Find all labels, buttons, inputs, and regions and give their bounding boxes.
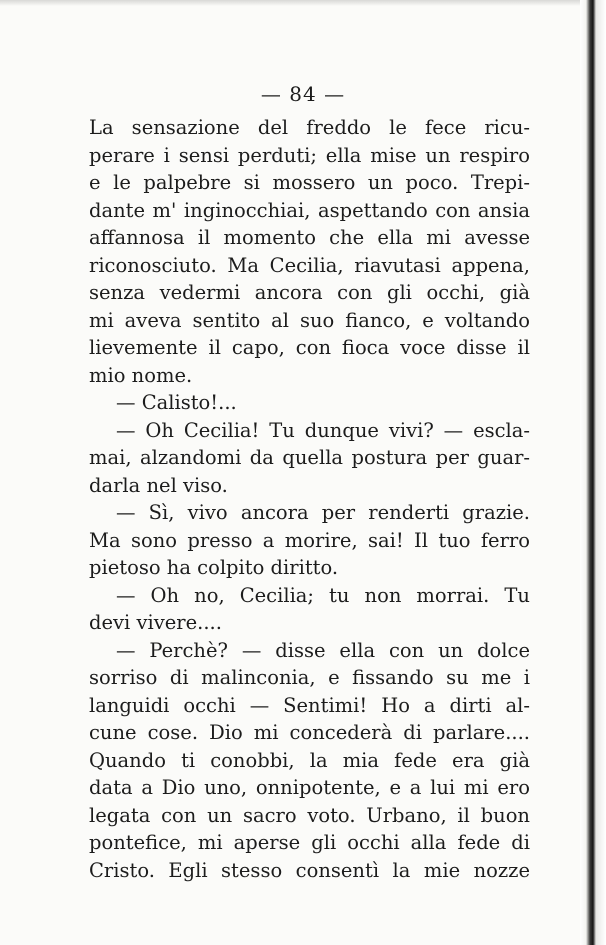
text-line: languidi occhi — Sentimi! Ho a dirti al- [89,693,530,717]
text-line: mio nome. [89,363,193,387]
dialogue-line: — Oh Cecilia! Tu dunque vivi? — escla- [116,418,530,442]
text-line: affannosa il momento che ella mi avesse [89,226,530,249]
text-line: sorriso di malinconia, e fissando su me i [89,666,530,689]
text-line: mai, alzandomi da quella postura per guar- [89,446,530,469]
dialogue-line: — Oh no, Cecilia; tu non morrai. Tu [116,583,530,607]
dialogue-line: — Calisto!... [116,391,237,414]
text-line: cune cose. Dio mi concederà di parlare.... [89,721,530,744]
dialogue-line: — Sì, vivo ancora per renderti grazie. [116,501,530,524]
dialogue-line: — Perchè? — disse ella con un dolce [116,638,530,662]
page-number: — 84 — [260,82,346,106]
text-line: darla nel viso. [89,473,228,497]
text-line: Cristo. Egli stesso consentì la mie nozze [89,858,530,882]
text-line: pietoso ha colpito diritto. [89,556,339,579]
text-line: La sensazione del freddo le fece ricu- [89,116,530,139]
text-line: lievemente il capo, con fioca voce disse il [89,336,530,359]
text-line: legata con un sacro voto. Urbano, il buon [89,803,530,827]
text-line: e le palpebre si mossero un poco. Trepi- [89,171,530,194]
text-line: mi aveva sentito al suo fianco, e voltando [89,308,530,332]
text-line: dante m' inginocchiai, aspettando con ansia [89,198,530,222]
page-top-edge [0,0,580,6]
text-line: data a Dio uno, onnipotente, e a lui mi ero [89,776,530,799]
text-line: Quando ti conobbi, la mia fede era già [89,748,530,772]
text-line: pontefice, mi aperse gli occhi alla fede di [89,831,530,854]
text-line: senza vedermi ancora con gli occhi, già [89,281,530,304]
text-line: devi vivere.... [89,611,222,634]
body-text [89,114,530,884]
text-line: Ma sono presso a morire, sai! Il tuo ferro [89,528,530,552]
text-line: riconosciuto. Ma Cecilia, riavutasi appena, [89,253,530,277]
book-spine-shadow [580,0,606,945]
text-line: perare i sensi perduti; ella mise un respiro [89,143,530,167]
